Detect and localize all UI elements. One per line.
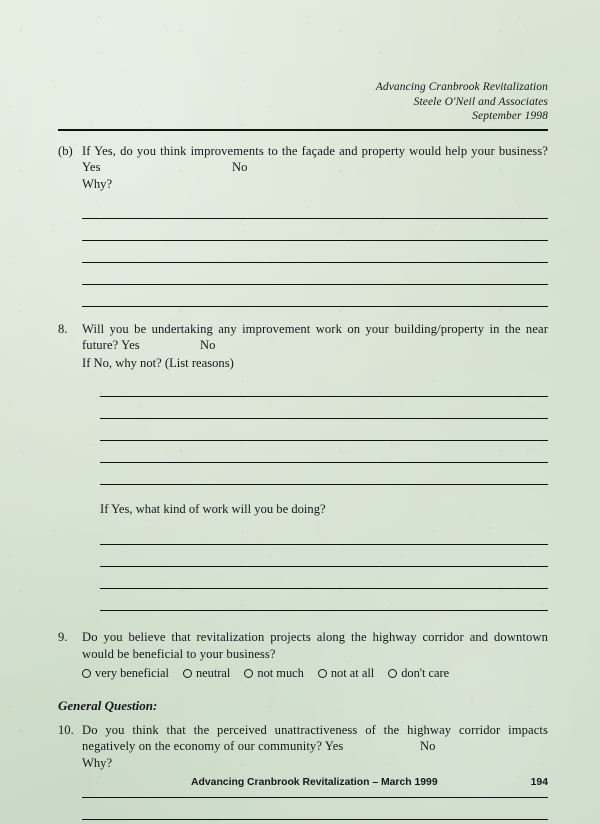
- section-heading: General Question:: [58, 697, 158, 713]
- answer-line[interactable]: [82, 219, 548, 241]
- question-10: [58, 722, 548, 820]
- question-10-text: Do you think that the perceived unattractiveness of the highway corridor impacts negatively on the economy of our community? Yes: [82, 722, 548, 753]
- option-label: don't care: [401, 666, 450, 681]
- answer-line[interactable]: [100, 463, 548, 485]
- header-line-3: September 1998: [472, 110, 548, 122]
- radio-circle-icon[interactable]: [244, 669, 253, 678]
- question-10-no-label: No: [420, 739, 436, 754]
- question-8-answer-lines-2[interactable]: [100, 523, 548, 611]
- question-10-why-label: Why?: [82, 756, 113, 771]
- question-b-no-label: No: [232, 159, 248, 174]
- question-10-no-option[interactable]: [420, 738, 548, 754]
- answer-line[interactable]: [82, 285, 548, 307]
- answer-line[interactable]: [100, 419, 548, 441]
- answer-line[interactable]: [100, 441, 548, 463]
- option-not-at-all[interactable]: [318, 665, 374, 681]
- radio-circle-icon[interactable]: [388, 669, 397, 678]
- question-9-options: [82, 665, 548, 681]
- question-8-text: Will you be undertaking any improvement work on your building/property in the near future? Yes: [82, 321, 548, 353]
- question-10-number: 10.: [58, 722, 74, 737]
- option-not-much[interactable]: [244, 665, 303, 681]
- radio-circle-icon[interactable]: [183, 669, 192, 678]
- option-label: neutral: [195, 666, 231, 681]
- question-9-number: 9.: [58, 630, 68, 645]
- header-line-2: Steele O'Neil and Associates: [413, 95, 548, 108]
- question-b-number: (b): [58, 143, 73, 158]
- question-b-answer-lines[interactable]: [82, 197, 548, 307]
- option-very-beneficial[interactable]: [82, 665, 169, 681]
- answer-line[interactable]: [82, 798, 548, 820]
- answer-line[interactable]: [82, 241, 548, 263]
- question-8-followup-yes: If Yes, what kind of work will you be doing?: [100, 501, 326, 516]
- question-b-text: If Yes, do you think improvements to the façade and property would help your business? Yes: [82, 143, 548, 174]
- footer-page-number: 194: [530, 777, 548, 788]
- option-label: not at all: [330, 666, 375, 681]
- question-8-answer-lines-1[interactable]: [100, 375, 548, 485]
- option-neutral[interactable]: [183, 665, 230, 681]
- question-b-no-option[interactable]: [232, 159, 548, 175]
- header-line-1: Advancing Cranbrook Revitalization: [375, 81, 548, 93]
- answer-line[interactable]: [100, 397, 548, 419]
- question-8-no-label: No: [200, 338, 216, 353]
- option-label: not much: [257, 666, 304, 681]
- answer-line[interactable]: [100, 375, 548, 397]
- question-b-why-label: Why?: [82, 177, 113, 192]
- question-b: [58, 143, 548, 307]
- page-content: [58, 80, 548, 820]
- answer-line[interactable]: [100, 567, 548, 589]
- answer-line[interactable]: [82, 263, 548, 285]
- page-footer: [58, 777, 548, 788]
- question-8-followup-no: If No, why not? (List reasons): [82, 355, 234, 370]
- radio-circle-icon[interactable]: [82, 669, 91, 678]
- question-9: [58, 629, 548, 681]
- radio-circle-icon[interactable]: [318, 669, 327, 678]
- running-header: [58, 80, 548, 124]
- header-rule: [58, 129, 548, 131]
- question-8-number: 8.: [58, 321, 68, 336]
- option-dont-care[interactable]: [388, 665, 449, 681]
- question-8-no-option[interactable]: [200, 337, 548, 353]
- question-8: [58, 321, 548, 612]
- question-9-text: Do you believe that revitalization projects along the highway corridor and downtown would be beneficial to your business?: [82, 630, 548, 661]
- option-label: very beneficial: [95, 666, 169, 681]
- answer-line[interactable]: [100, 523, 548, 545]
- answer-line[interactable]: [100, 545, 548, 567]
- answer-line[interactable]: [82, 197, 548, 219]
- answer-line[interactable]: [100, 589, 548, 611]
- footer-title: Advancing Cranbrook Revitalization – March 1999: [191, 777, 438, 788]
